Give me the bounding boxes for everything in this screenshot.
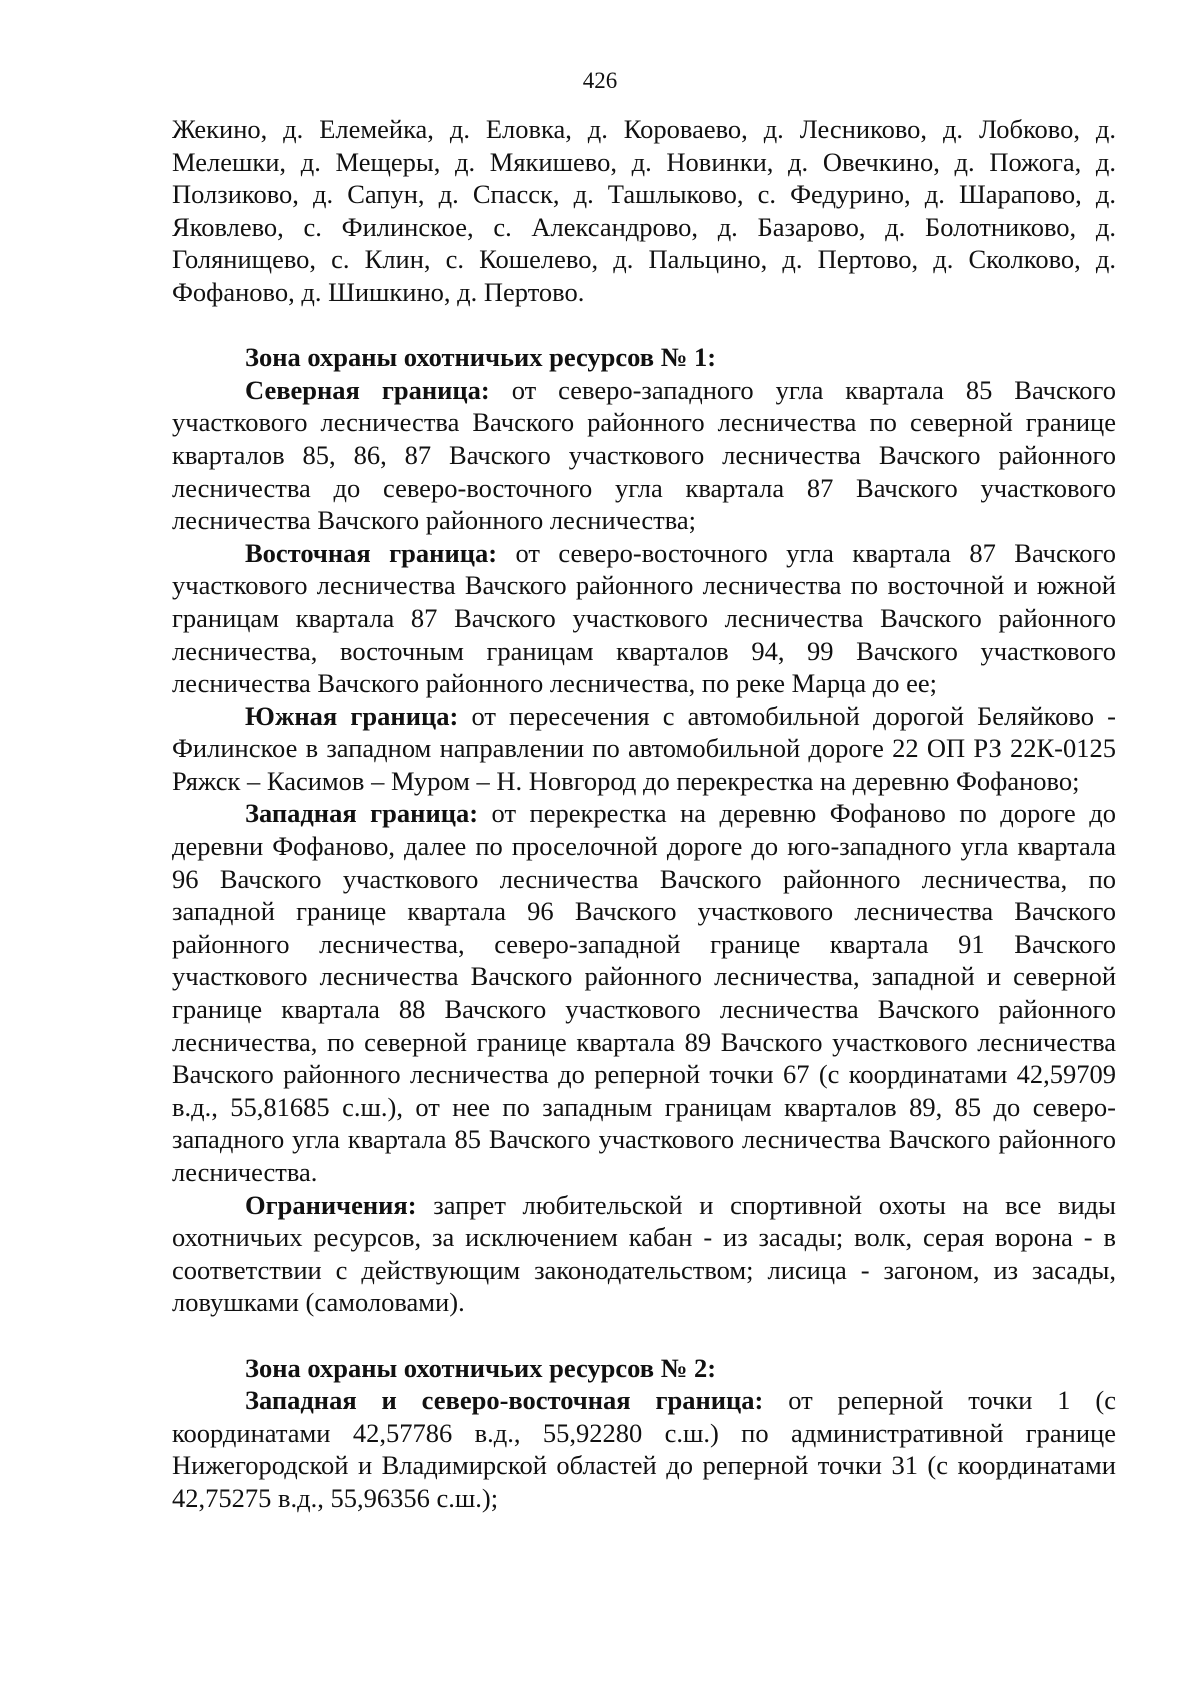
document-body bbox=[172, 113, 1116, 1515]
section-label: Ограничения: bbox=[245, 1189, 417, 1220]
page-number: 426 bbox=[582, 68, 618, 93]
section-text: от северо-западного угла квартала 85 Вачского участкового лесничества Вачского районного лесничества по северной границе кварталов 85, 86, 87 Вачского участкового лесничества Вачского районного лесничества до северо-восточного угла квартала 87 Вачского участкового лесничества Вачского районного лесничества; bbox=[172, 374, 1116, 536]
zone-1-east-boundary bbox=[172, 537, 1116, 700]
section-text: от перекрестка на деревню Фофаново по дороге до деревни Фофаново, далее по проселочной дороге до юго-западного угла квартала 96 Вачского участкового лесничества Вачского районного лесничества, по западной границе квартала 96 Вачского участкового лесничества Вачского районного лесничества, северо-западной границе квартала 91 Вачского участкового лесничества Вачского районного лесничества, западной и северной границе квартала 88 Вачского участкового лесничества Вачского районного лесничества, по северной границе квартала 89 Вачского участкового лесничества Вачского районного лесничества до реперной точки 67 (с координатами 42,59709 в.д., 55,81685 с.ш.), от нее по западным границам кварталов 89, 85 до северо-западного угла квартала 85 Вачского участкового лесничества Вачского районного лесничества. bbox=[172, 798, 1116, 1187]
spacer bbox=[172, 309, 1116, 342]
section-label: Южная граница: bbox=[245, 700, 459, 731]
zone-1-title: Зона охраны охотничьих ресурсов № 1: bbox=[245, 342, 717, 373]
zone-1-north-boundary bbox=[172, 374, 1116, 537]
zone-1-west-boundary bbox=[172, 797, 1116, 1188]
section-text: от пересечения с автомобильной дорогой Беляйково - Филинское в западном направлении по автомобильной дороге 22 ОП РЗ 22К-0125 Ряжск – Касимов – Муром – Н. Новгород до перекрестка на деревню Фофаново; bbox=[172, 700, 1116, 796]
zone-2-title: Зона охраны охотничьих ресурсов № 2: bbox=[245, 1352, 717, 1383]
zone-1-restrictions bbox=[172, 1189, 1116, 1319]
intro-paragraph: Жекино, д. Елемейка, д. Еловка, д. Короваево, д. Лесниково, д. Лобково, д. Мелешки, д. Мещеры, д. Мякишево, д. Новинки, д. Овечкино, д. Пожога, д. Ползиково, д. Сапун, д. Спасск, д. Ташлыково, с. Федурино, д. Шарапово, д. Яковлево, с. Филинское, с. Александрово, д. Базарово, д. Болотниково, д. Голянищево, с. Клин, с. Кошелево, д. Пальцино, д. Пертово, д. Сколково, д. Фофаново, д. Шишкино, д. Пертово. bbox=[172, 114, 1116, 307]
section-label: Восточная граница: bbox=[245, 537, 498, 568]
spacer bbox=[172, 1319, 1116, 1352]
section-label: Северная граница: bbox=[245, 374, 490, 405]
section-text: запрет любительской и спортивной охоты на все виды охотничьих ресурсов, за исключением кабан - из засады; волк, серая ворона - в соответствии с действующим законодательством; лисица - загоном, из засады, ловушками (самоловами). bbox=[172, 1189, 1116, 1318]
section-label: Западная и северо-восточная граница: bbox=[245, 1385, 764, 1416]
section-text: от реперной точки 1 (с координатами 42,57786 в.д., 55,92280 с.ш.) по административной границе Нижегородской и Владимирской областей до реперной точки 31 (с координатами 42,75275 в.д., 55,96356 с.ш.); bbox=[172, 1385, 1116, 1513]
zone-2-west-northeast-boundary bbox=[172, 1384, 1116, 1514]
section-text: от северо-восточного угла квартала 87 Вачского участкового лесничества Вачского районного лесничества по восточной и южной границам квартала 87 Вачского участкового лесничества Вачского районного лесничества, восточным границам кварталов 94, 99 Вачского участкового лесничества Вачского районного лесничества, по реке Марца до ее; bbox=[172, 537, 1117, 699]
zone-1-south-boundary bbox=[172, 700, 1116, 798]
section-label: Западная граница: bbox=[245, 798, 479, 829]
